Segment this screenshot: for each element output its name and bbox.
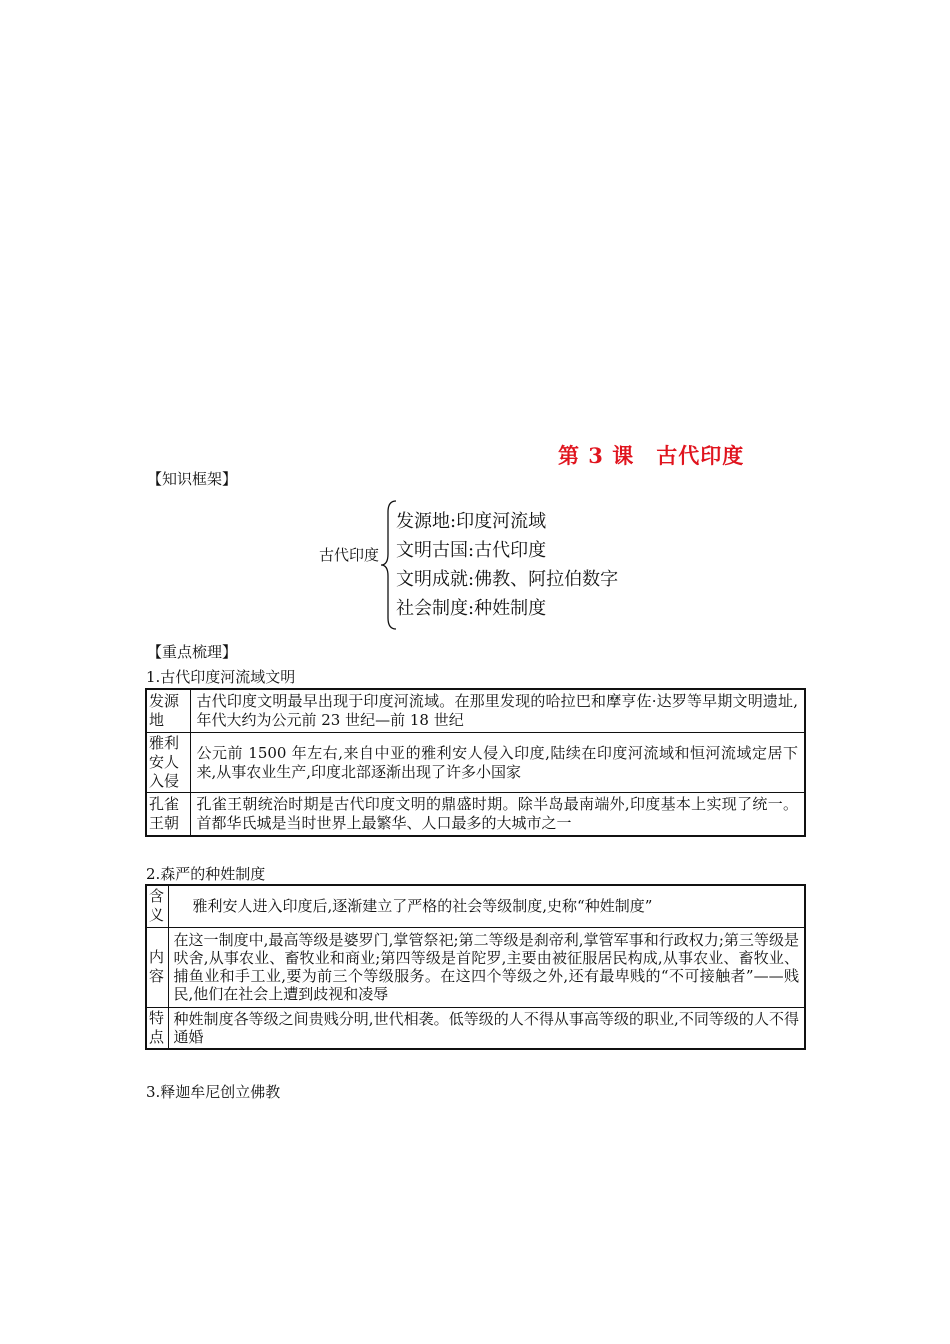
lesson-topic: 古代印度 [656,443,745,468]
framework-item: 社会制度:种姓制度 [396,598,547,619]
review-heading: 【重点梳理】 [147,643,238,661]
row-label: 含义 [146,885,168,927]
table-row [146,793,805,837]
row-label: 孔雀王朝 [146,793,190,837]
framework-list [396,507,618,623]
table-row [146,927,805,1007]
row-text: 在这一制度中,最高等级是婆罗门,掌管祭祀;第二等级是刹帝利,掌管军事和行政权力;第三等级是吠舍,从事农业、畜牧业和商业;第四等级是首陀罗,主要由被征服居民构成,从事农业、畜牧业、捕鱼业和手工业,要为前三个等级服务。在这四个等级之外,还有最卑贱的“不可接触者”——贱民,他们在社会上遭到歧视和凌辱 [168,927,805,1007]
lesson-number: 第 3 课 [558,443,635,468]
row-text: 雅利安人进入印度后,逐渐建立了严格的社会等级制度,史称“种姓制度” [168,885,805,927]
framework-item: 发源地:印度河流域 [396,511,547,532]
row-label: 特点 [146,1007,168,1049]
table-row [146,733,805,793]
section-2-title: 2.森严的种姓制度 [146,865,266,883]
framework-item: 文明成就:佛教、阿拉伯数字 [396,569,619,590]
row-text: 古代印度文明最早出现于印度河流域。在那里发现的哈拉巴和摩亨佐·达罗等早期文明遗址,年代大约为公元前 23 世纪—前 18 世纪 [190,689,805,733]
row-text: 孔雀王朝统治时期是古代印度文明的鼎盛时期。除半岛最南端外,印度基本上实现了统一。首都华氏城是当时世界上最繁华、人口最多的大城市之一 [190,793,805,837]
row-text: 公元前 1500 年左右,来自中亚的雅利安人侵入印度,陆续在印度河流域和恒河流域定居下来,从事农业生产,印度北部逐渐出现了许多小国家 [190,733,805,793]
table-row [146,885,805,927]
row-label: 内容 [146,927,168,1007]
framework-root: 古代印度 [319,546,380,564]
row-label: 雅利安人入侵 [146,733,190,793]
lesson-title [558,440,744,470]
section-2-table [145,884,806,1050]
framework-item: 文明古国:古代印度 [396,540,547,561]
table-row [146,689,805,733]
section-1-table [145,688,806,837]
row-text: 种姓制度各等级之间贵贱分明,世代相袭。低等级的人不得从事高等级的职业,不同等级的人不得通婚 [168,1007,805,1049]
section-3-title: 3.释迦牟尼创立佛教 [146,1083,281,1101]
section-1-title: 1.古代印度河流域文明 [146,668,296,686]
framework-heading: 【知识框架】 [147,470,238,488]
row-label: 发源地 [146,689,190,733]
table-row [146,1007,805,1049]
